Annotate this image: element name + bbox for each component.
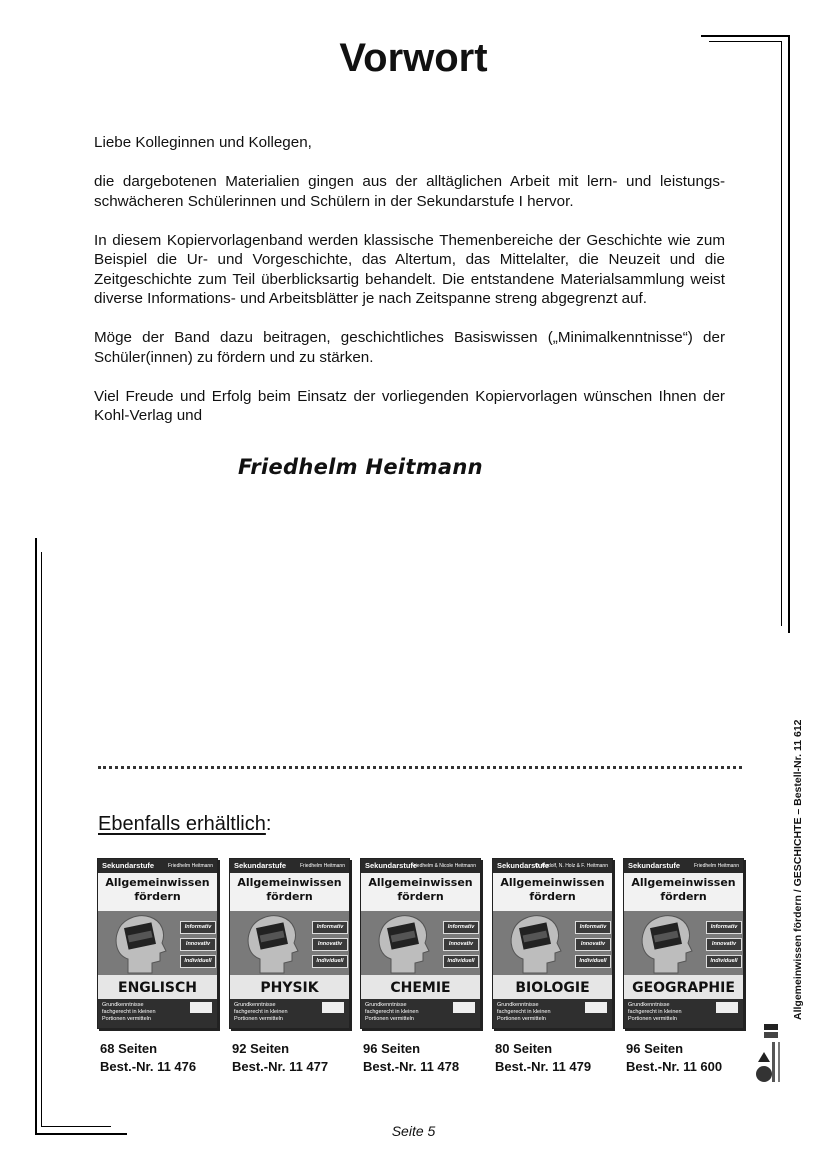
cover-bottom-line: Grundkenntnisse [102, 1002, 144, 1008]
cover-top-bar [98, 859, 217, 873]
book-cover-chemie [360, 858, 481, 1029]
cover-series: Sekundarstufe [628, 861, 681, 870]
cover-tag-individuell: Individuell [443, 955, 479, 968]
signature: Friedhelm Heitmann [238, 455, 483, 479]
cover-logo-icon [585, 1002, 607, 1013]
cover-subject: ENGLISCH [98, 975, 217, 999]
book-pages: 80 Seiten [495, 1041, 553, 1056]
cover-tag-individuell: Individuell [706, 955, 742, 968]
greeting: Liebe Kolleginnen und Kollegen, [94, 134, 312, 151]
cover-title-line1: Allgemeinwissen [500, 876, 605, 889]
cover-bottom-line: fachgerecht in kleinen [234, 1009, 288, 1015]
head-silhouette-icon [108, 911, 172, 975]
cover-logo-icon [716, 1002, 738, 1013]
cover-author: O. Rudolf, N. Holz & F. Heitmann [534, 863, 608, 869]
cover-series: Sekundarstufe [497, 861, 550, 870]
cover-series: Sekundarstufe [234, 861, 287, 870]
cover-author: Friedhelm Heitmann [167, 863, 213, 869]
cover-title-line1: Allgemeinwissen [105, 876, 210, 889]
page-number: Seite 5 [391, 1123, 436, 1139]
paragraph-3: Möge der Band dazu beitragen, geschichtliches Basiswissen („Minimalkenntnisse“) der Schüler(innen) zu fördern und zu stärken. [94, 329, 725, 366]
book-cover-geographie [623, 858, 744, 1029]
also-available-heading [98, 813, 271, 836]
cover-title-line2: fördern [134, 890, 181, 903]
cover-bottom-line: Grundkenntnisse [628, 1002, 670, 1008]
frame-line-right-inner [781, 41, 782, 626]
cover-bottom-line: Portionen vermitteln [497, 1016, 546, 1022]
frame-line-right [788, 35, 790, 633]
book-pages: 92 Seiten [232, 1041, 290, 1056]
cover-title-line2: fördern [397, 890, 444, 903]
cover-title-line1: Allgemeinwissen [631, 876, 736, 889]
cover-subject: BIOLOGIE [493, 975, 612, 999]
head-silhouette-icon [240, 911, 304, 975]
cover-subject: PHYSIK [230, 975, 349, 999]
cover-title-line2: fördern [529, 890, 576, 903]
cover-bottom-line: Grundkenntnisse [234, 1002, 276, 1008]
cover-tag-innovativ: Innovativ [312, 938, 348, 951]
cover-bottom-line: Grundkenntnisse [365, 1002, 407, 1008]
cover-bottom-line: fachgerecht in kleinen [365, 1009, 419, 1015]
cover-logo-icon [190, 1002, 212, 1013]
frame-line-left-inner [41, 552, 42, 1127]
also-available-colon: : [265, 813, 272, 835]
cover-bottom-line: Portionen vermitteln [628, 1016, 677, 1022]
frame-line-left [35, 538, 37, 1135]
cover-author: Friedhelm Heitmann [693, 863, 739, 869]
kohl-verlag-logo-icon [752, 1022, 784, 1090]
cover-title [361, 876, 480, 904]
cover-bottom-line: Portionen vermitteln [365, 1016, 414, 1022]
head-silhouette-icon [371, 911, 435, 975]
book-cover-physik [229, 858, 350, 1029]
cover-title [230, 876, 349, 904]
cover-bottom-line: fachgerecht in kleinen [497, 1009, 551, 1015]
cover-series: Sekundarstufe [365, 861, 418, 870]
cover-title-line1: Allgemeinwissen [368, 876, 473, 889]
cover-subject: CHEMIE [361, 975, 480, 999]
cover-title [98, 876, 217, 904]
cover-author: Friedhelm & Nicole Heitmann [410, 863, 476, 869]
cover-bottom-line: Portionen vermitteln [102, 1016, 151, 1022]
book-info [100, 1040, 196, 1076]
cover-tag-innovativ: Innovativ [575, 938, 611, 951]
page-title: Vorwort [339, 36, 488, 80]
side-order-text: Allgemeinwissen fördern / GESCHICHTE – Bestell-Nr. 11 612 [792, 719, 804, 1020]
dotted-divider [98, 766, 742, 769]
cover-tag-innovativ: Innovativ [706, 938, 742, 951]
cover-tag-individuell: Individuell [312, 955, 348, 968]
book-info [363, 1040, 459, 1076]
paragraph-2: In diesem Kopiervorlagenband werden klassische Themenbereiche der Geschichte wie zum Beispiel die Ur- und Vorgeschichte, das Altertum, das Mittelalter, die Neuzeit und die Zeitgeschichte zum Teil überblicksartig behandelt. Die entstandene Materialsammlung weist diverse Informations- und Arbeitsblätter je nach Zeitspanne streng abgegrenzt auf. [94, 231, 725, 307]
book-order-number: Best.-Nr. 11 478 [363, 1059, 460, 1074]
cover-tag-individuell: Individuell [575, 955, 611, 968]
book-info [626, 1040, 722, 1076]
cover-logo-icon [453, 1002, 475, 1013]
body-text [94, 133, 725, 445]
cover-tag-informativ: Informativ [180, 921, 216, 934]
book-order-number: Best.-Nr. 11 600 [626, 1059, 723, 1074]
cover-tag-informativ: Informativ [443, 921, 479, 934]
cover-tag-innovativ: Innovativ [443, 938, 479, 951]
book-order-number: Best.-Nr. 11 476 [100, 1059, 197, 1074]
cover-tag-individuell: Individuell [180, 955, 216, 968]
book-order-number: Best.-Nr. 11 477 [232, 1059, 329, 1074]
cover-series: Sekundarstufe [102, 861, 155, 870]
book-pages: 96 Seiten [626, 1041, 684, 1056]
cover-bottom-line: fachgerecht in kleinen [628, 1009, 682, 1015]
book-pages: 96 Seiten [363, 1041, 421, 1056]
cover-title [624, 876, 743, 904]
also-available-label: Ebenfalls erhältlich [98, 813, 266, 835]
cover-bottom-line: Grundkenntnisse [497, 1002, 539, 1008]
cover-tag-informativ: Informativ [312, 921, 348, 934]
book-order-number: Best.-Nr. 11 479 [495, 1059, 592, 1074]
head-silhouette-icon [634, 911, 698, 975]
cover-top-bar [493, 859, 612, 873]
cover-title [493, 876, 612, 904]
cover-author: Friedhelm Heitmann [299, 863, 345, 869]
book-cover-englisch [97, 858, 218, 1029]
cover-title-line1: Allgemeinwissen [237, 876, 342, 889]
paragraph-4: Viel Freude und Erfolg beim Einsatz der vorliegenden Kopiervorlagen wünschen Ihnen der Kohl-Verlag und [94, 387, 725, 424]
head-silhouette-icon [503, 911, 567, 975]
cover-tag-informativ: Informativ [575, 921, 611, 934]
cover-title-line2: fördern [660, 890, 707, 903]
book-info [232, 1040, 328, 1076]
cover-bottom-line: fachgerecht in kleinen [102, 1009, 156, 1015]
paragraph-1: die dargebotenen Materialien gingen aus der alltäglichen Arbeit mit lern- und leistungs-schwächeren Schülerinnen und Schülern in der Sekundarstufe I hervor. [94, 173, 725, 210]
cover-logo-icon [322, 1002, 344, 1013]
book-info [495, 1040, 591, 1076]
book-pages: 68 Seiten [100, 1041, 158, 1056]
cover-tag-innovativ: Innovativ [180, 938, 216, 951]
cover-title-line2: fördern [266, 890, 313, 903]
book-cover-biologie [492, 858, 613, 1029]
cover-top-bar [624, 859, 743, 873]
cover-tag-informativ: Informativ [706, 921, 742, 934]
cover-bottom-line: Portionen vermitteln [234, 1016, 283, 1022]
cover-top-bar [230, 859, 349, 873]
cover-top-bar [361, 859, 480, 873]
cover-subject: GEOGRAPHIE [624, 975, 743, 999]
